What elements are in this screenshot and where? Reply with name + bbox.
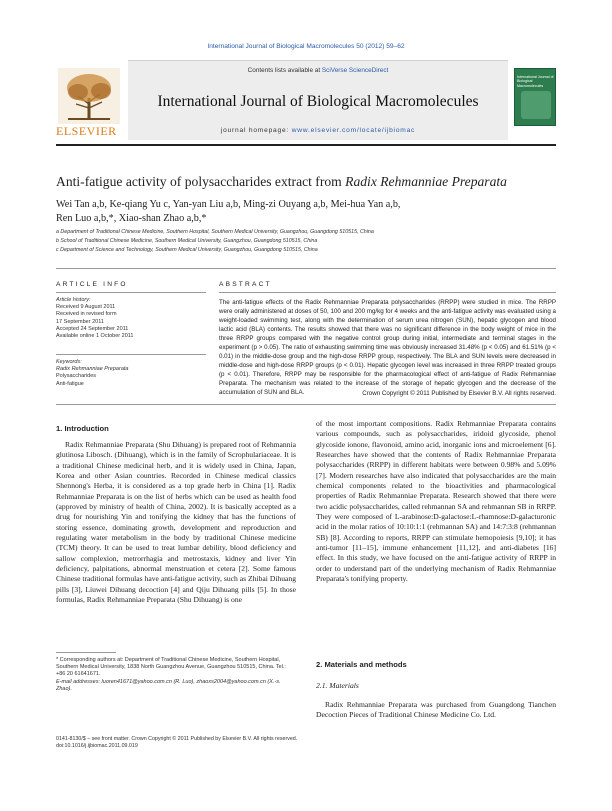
elsevier-tree-logo xyxy=(58,68,120,124)
footnote-email[interactable]: E-mail addresses: luoren41671@yahoo.com.cn (R. Luo), zhaoxs2004@yahoo.com.cn (X.-s. Zhao). xyxy=(56,678,281,692)
abstract-divider xyxy=(56,404,556,405)
corresponding-author-footnote xyxy=(56,657,296,693)
section-1-heading: 1. Introduction xyxy=(56,424,109,433)
journal-homepage xyxy=(128,127,508,134)
section-2-heading: 2. Materials and methods xyxy=(316,660,407,669)
sciencedirect-link[interactable]: SciVerse ScienceDirect xyxy=(321,67,389,74)
article-title-italic: Radix Rehmanniae Preparata xyxy=(345,174,507,189)
footnote-rule xyxy=(56,652,116,653)
homepage-prefix: journal homepage: xyxy=(220,127,292,134)
journal-cover-thumbnail xyxy=(514,68,556,126)
article-history xyxy=(56,297,206,340)
elsevier-wordmark: ELSEVIER xyxy=(56,124,117,138)
keyword-item[interactable]: Radix Rehmanniae Preparata xyxy=(56,366,129,373)
journal-header xyxy=(128,60,508,140)
authors-line-1[interactable]: Wei Tan a,b, Ke-qiang Yu c, Yan-yan Liu a,b, Ming-zi Ouyang a,b, Mei-hua Yan a,b, xyxy=(56,199,401,210)
copyright-line: Crown Copyright © 2011 Published by Elsevier B.V. All rights reserved. xyxy=(362,390,556,397)
contents-prefix: Contents lists available at xyxy=(247,67,322,74)
keywords-rule xyxy=(56,354,206,355)
abstract-heading: ABSTRACT xyxy=(219,281,272,288)
issn-line: 0141-8130/$ – see front matter. Crown Copyright © 2011 Published by Elsevier B.V. All rights reserved. xyxy=(56,736,298,742)
journal-reference[interactable]: International Journal of Biological Macromolecules 50 (2012) 59–62 xyxy=(207,43,405,50)
keywords-label: Keywords: xyxy=(56,359,82,365)
abstract-text: The anti-fatigue effects of the Radix Rehmanniae Preparata polysaccharides (RRPP) were studied in mice. The RRPP were orally administered at doses of 50, 100 and 200 mg/kg for 4 weeks and the anti-fatigue activity was evaluated using a weight-loaded swimming test, along with the determination of serum urea nitrogen (SUN), hepatic glycogen and blood lactic acid (BLA) contents. The results showed that there was no significant difference in the body weight of mice in the three RRPP groups compared with the negative control group during initial, intermediate and terminal stages in the experiment (p > 0.05). The ratio of exhausting swimming time was obviously increased 31.48% (p < 0.05) and 61.51% (p < 0.01) in the middle-dose group and the high-dose RRPP group, respectively. The BLA and SUN levels were decreased in middle-dose and high-dose RRPP groups (p < 0.01). Hepatic glycogen level was increased in three RRPP treated groups (p < 0.01). Therefore, RRPP may be responsible for the pharmacological effect of anti-fatigue of Radix Rehmanniae Preparata. The mechanism was related to the increase of the storage of hepatic glycogen and the decrease of the accumulation of SUN and BLA. xyxy=(219,299,556,397)
right-column-text: of the most important compositions. Radix Rehmanniae Preparata contains various compounds, such as polysaccharides, iridoid glycoside, phenol glycoside ionone, flavonoid, amino acid, inorganic ions and microelement [6]. Researches have showed that the contents of Radix Rehmanniae Preparata polysaccharides (RRPP) in different habitats were between 0.98% and 5.09% [7]. Modern researches have also indicated that polysaccharides are the main chemical components related to the bioactivities and pharmacological properties of Radix Rehmanniae Preparata. Research showed that there were two acidic polysaccharides, called rehmannan SA and rehmannan SB in RRPP. They were composed of L-arabinose:D-galactose:L-rhamnose:D-galacturonic acid in the molar ratios of 10:10:1:1 (rehmannan SA) and 14:7:3:8 (rehmannan SB) [8]. According to reports, RRPP can stimulate hemopoiesis [9,10]; it has anti-tumor [11–15], immune enhancement [11,12], and anti-diabetes [16] effect. In this study, we have focused on the anti-fatigue activity of RRPP in order to understand part of the underlying mechanism of Radix Rehmanniae Preparata's tonifying property. xyxy=(316,419,556,584)
article-info-rule xyxy=(56,292,206,293)
keyword-item[interactable]: Anti-fatigue xyxy=(56,380,84,387)
right-column-paragraph xyxy=(316,419,556,585)
article-title xyxy=(56,174,556,190)
article-title-plain: Anti-fatigue activity of polysaccharides extract from xyxy=(56,174,346,189)
keyword-item[interactable]: Polysaccharides xyxy=(56,373,97,380)
journal-title: International Journal of Biological Macromolecules xyxy=(157,93,479,110)
bottom-info xyxy=(56,736,297,751)
history-item: Available online 1 October 2011 xyxy=(56,333,134,340)
footnote-address: * Corresponding authors at: Department of Traditional Chinese Medicine, Southern Hospital, Southern Medical University, 1838 North Guangzhou Avenue, Guangzhou 510515, China. Tel.: +86 20 61641671. xyxy=(56,657,286,678)
homepage-link[interactable]: www.elsevier.com/locate/ijbiomac xyxy=(291,127,416,134)
section-2-1-heading: 2.1. Materials xyxy=(316,681,359,690)
keywords-block xyxy=(56,359,206,388)
introduction-paragraph xyxy=(56,440,296,606)
contents-line xyxy=(128,67,508,74)
authors-line-2[interactable]: Ren Luo a,b,*, Xiao-shan Zhao a,b,* xyxy=(56,213,207,224)
affiliation-b: b School of Traditional Chinese Medicine, Southern Medical University, Guangzhou, Guangdong 510515, China xyxy=(56,238,318,244)
materials-text: Radix Rehmanniae Preparata was purchased from Guangdong Tianchen Decoction Pieces of Traditional Chinese Medicine Co. Ltd. xyxy=(316,700,556,720)
history-item: 17 September 2011 xyxy=(56,318,104,325)
history-item: Accepted 24 September 2011 xyxy=(56,325,129,332)
history-label: Article history: xyxy=(56,297,91,303)
affiliation-divider xyxy=(56,268,556,269)
cover-image xyxy=(521,91,551,119)
affiliation-c: c Department of Science and Technology, Southern Medical University, Guangzhou, Guangdong 510515, China xyxy=(56,247,318,253)
author-list xyxy=(56,198,556,226)
abstract-rule xyxy=(219,292,556,293)
history-item: Received 9 August 2011 xyxy=(56,304,116,311)
article-info-heading: ARTICLE INFO xyxy=(56,281,128,288)
intro-text: Radix Rehmanniae Preparata (Shu Dihuang) is prepared root of Rehmannia glutinosa Libosch. (Dihuang), which is in the family of Scrophulariaceae. It is a traditional Chinese medicinal herb, and it is widely used in China, Japan, Korea and other Asian countries. Recorded in Chinese medical classics Shennong's Herba, it is considered as a top grade herb in China [1]. Radix Rehmanniae Preparata is on the list of herbs which can be used as health food (approved by ministry of health of China, 2002). It is basically accepted as a drug for nourishing Yin and tonifying the kidney that has the functions of storing essence, dominating growth, development and reproduction and regulating water metabolism in the body by traditional Chinese medicine (TCM) theory. It can be used to treat lumbar debility, blood deficiency and sallow complexion, metrorrhagia and metrostaxis, kidney and liver Yin deficiency, palpitations, abnormal menstruation et cetera [2]. Some famous Chinese traditional formulas have anti-fatigue activity, such as Zhibai Dihuang pills [3], Liuwei Dihuang decoction [4] and Qiju Dihuang pills [5]. In those formulas, Radix Rehmanniae Preparata (Shu Dihuang) is one xyxy=(56,440,296,605)
header-divider xyxy=(56,144,556,146)
materials-paragraph xyxy=(316,700,556,721)
cover-title: International Journal of Biological Macromolecules xyxy=(517,75,554,88)
history-item: Received in revised form xyxy=(56,311,117,318)
doi-line[interactable]: doi:10.1016/j.ijbiomac.2011.09.019 xyxy=(56,743,138,750)
affiliation-a: a Department of Traditional Chinese Medicine, Southern Hospital, Southern Medical University, Guangzhou, Guangdong 510515, China xyxy=(56,229,374,235)
